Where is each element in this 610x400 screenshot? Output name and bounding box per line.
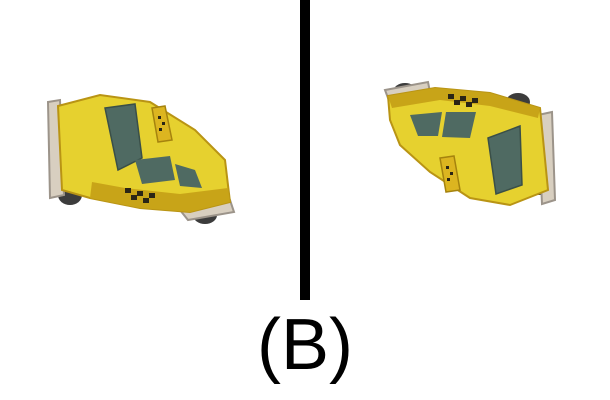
checker-pattern <box>159 128 162 131</box>
right-taxi-image <box>360 60 600 240</box>
left-taxi-image <box>30 60 270 240</box>
side-window <box>442 112 476 138</box>
side-window <box>135 156 175 184</box>
checker-pattern <box>450 172 453 175</box>
checker-pattern <box>162 122 165 125</box>
panel-divider <box>300 0 310 300</box>
checker-pattern <box>447 178 450 181</box>
checker-pattern <box>446 166 449 169</box>
figure-caption: (B) <box>257 305 353 385</box>
checker-pattern <box>158 116 161 119</box>
